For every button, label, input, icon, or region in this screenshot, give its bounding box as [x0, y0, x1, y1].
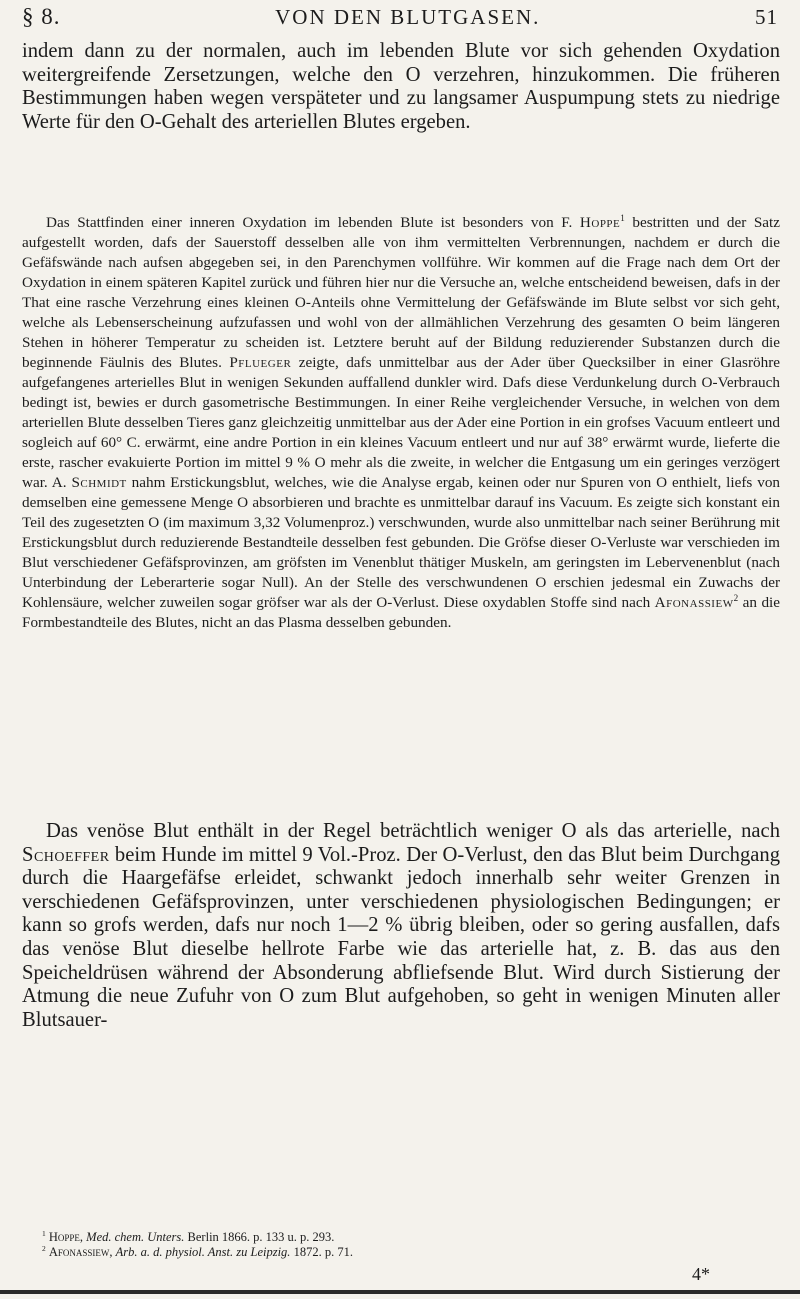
- running-title: VON DEN BLUTGASEN.: [275, 5, 541, 29]
- footnote-details: 1872. p. 71.: [293, 1245, 353, 1259]
- page-bottom-edge: [0, 1290, 800, 1294]
- page-number: 51: [755, 5, 778, 29]
- section-number: § 8.: [22, 4, 61, 29]
- footnote-2: [42, 1245, 762, 1260]
- footnote-work: Med. chem. Unters.: [86, 1230, 185, 1244]
- paragraph-1: indem dann zu der normalen, auch im lebenden Blute vor sich gehenden Oxydation weitergreifende Zersetzungen, welche den O verzehren, hinzukommen. Die früheren Bestimmungen haben wegen verspäteter und zu langsamer Auspumpung stets zu niedrige Werte für den O-Gehalt des arteriellen Blutes ergeben.: [22, 40, 780, 133]
- footnote-ref-1: 1: [620, 212, 625, 223]
- paragraph-3-text: beim Hunde im mittel 9 Vol.-Proz. Der O-Verlust, den das Blut beim Durchgang durch die Haargefäfse erleidet, schwankt jedoch innerhalb sehr weiter Grenzen in verschiedenen Gefäfsprovinzen, unter verschiedenen physiologischen Bedingungen; er kann so grofs werden, dafs nur noch 1—2 % übrig bleiben, oder so gering ausfallen, dafs das venöse Blut dieselbe hellrote Farbe wie das arterielle hat, z. B. das aus den Speicheldrüsen während der Absonderung abfliefsende Blut. Wird durch Sistierung der Atmung die neue Zufuhr von O zum Blut aufgehoben, so geht in wenigen Minuten aller Blutsauer-: [22, 843, 780, 1031]
- author-name-pflueger: Pflueger: [229, 354, 292, 371]
- paragraph-2-text: nahm Erstickungsblut, welches, wie die Analyse ergab, keinen oder nur Spuren von O enthielt, liefs von demselben eine gemessene Menge O absorbieren und brachte es unmittelbar darauf ins Vacuum. Es zeigte sich konstant ein Teil des zugesetzten O (im maximum 3,32 Volumenproz.) verschwunden, wurde also unmittelbar nach seiner Berührung mit Erstickungsblut durch reduzierende Bestandteile desselben fest gebunden. Die Gröfse dieser O-Verluste war verschieden im Blut verschiedener Gefäfsprovinzen, am gröfsten im Venenblut thätiger Muskeln, am geringsten im Lebervenenblut (nach Unterbindung der Leberarterie sogar Null). An der Stelle des verschwundenen O erschien jedesmal ein Zuwachs der Kohlensäure, welcher zuweilen sogar gröfser war als der O-Verlust. Diese oxydablen Stoffe sind nach: [22, 474, 781, 611]
- paragraph-2-text: an die Formbestandteile des Blutes, nicht an das Plasma desselben gebunden.: [22, 594, 780, 631]
- author-name-hoppe: Hoppe: [579, 214, 621, 231]
- paragraph-3-text: Das venöse Blut enthält in der Regel beträchtlich weniger O als das arterielle, nach: [46, 820, 780, 842]
- author-name-schoeffer: Schoeffer: [22, 843, 110, 866]
- footnote-work: Arb. a. d. physiol. Anst. zu Leipzig.: [115, 1245, 291, 1259]
- footnote-author: Hoppe,: [48, 1230, 84, 1244]
- author-name-afonassiew: Afonassiew: [654, 594, 734, 611]
- footnote-number: 2: [42, 1245, 46, 1253]
- paragraph-2-text: bestritten und der Satz aufgestellt worden, dafs der Sauerstoff desselben alle von ihm vermittelten Verbrennungen, nachdem er durch die Gefäfswände nach aufsen abgegeben sei, in den Parenchymen vollführe. Wir kommen auf die Frage nach dem Ort der Oxydation in einem späteren Kapitel zurück und führen hier nur die Versuche an, welche entscheidend beweisen, dafs in der That eine rasche Verzehrung eines kleinen O-Anteils ohne Vermittelung der Gefäfswände im Blute selbst vor sich geht, welche als Lebenserscheinung aufzufassen und wohl von der allmählichen Verzehrung des gesamten O beim längeren Stehen in höherer Temperatur zu scheiden ist. Letztere beruht auf der Bildung reduzierender Substanzen durch die beginnende Fäulnis des Blutes.: [22, 214, 781, 371]
- footnote-1: [42, 1230, 762, 1245]
- running-header: [22, 4, 778, 34]
- footnote-details: Berlin 1866. p. 133 u. p. 293.: [187, 1230, 335, 1244]
- author-name-schmidt: Schmidt: [71, 474, 127, 491]
- signature-mark: 4*: [692, 1264, 710, 1284]
- paragraph-3: [22, 820, 780, 1032]
- footnote-number: 1: [42, 1230, 46, 1238]
- paragraph-2-text: Das Stattfinden einer inneren Oxydation im lebenden Blute ist besonders von F.: [46, 214, 580, 231]
- paragraph-2-text: zeigte, dafs unmittelbar aus der Ader über Quecksilber in einer Glasröhre aufgefangenes arterielles Blut in wenigen Sekunden auffallend dunkler wird. Dafs diese Verdunkelung durch O-Verbrauch bedingt ist, bewies er durch gasometrische Bestimmungen. In einer Reihe vergleichender Versuche, in welchen von dem arteriellen Blute desselben Tieres ganz gleichzeitig unmittelbar aus der Ader eine Portion in ein grofses Vacuum entleert und sogleich auf 60° C. erwärmt, eine andre Portion in ein kleines Vacuum entleert und nur auf 38° erwärmt wurde, lieferte die erste, rascher evakuierte Portion im mittel 9 % O mehr als die zweite, in welcher die Entgasung um ein geringes verzögert war. A.: [22, 354, 780, 491]
- footnote-ref-2: 2: [733, 592, 739, 603]
- footnotes: [42, 1230, 762, 1260]
- paragraph-2: [22, 213, 780, 633]
- footnote-author: Afonassiew,: [48, 1245, 113, 1259]
